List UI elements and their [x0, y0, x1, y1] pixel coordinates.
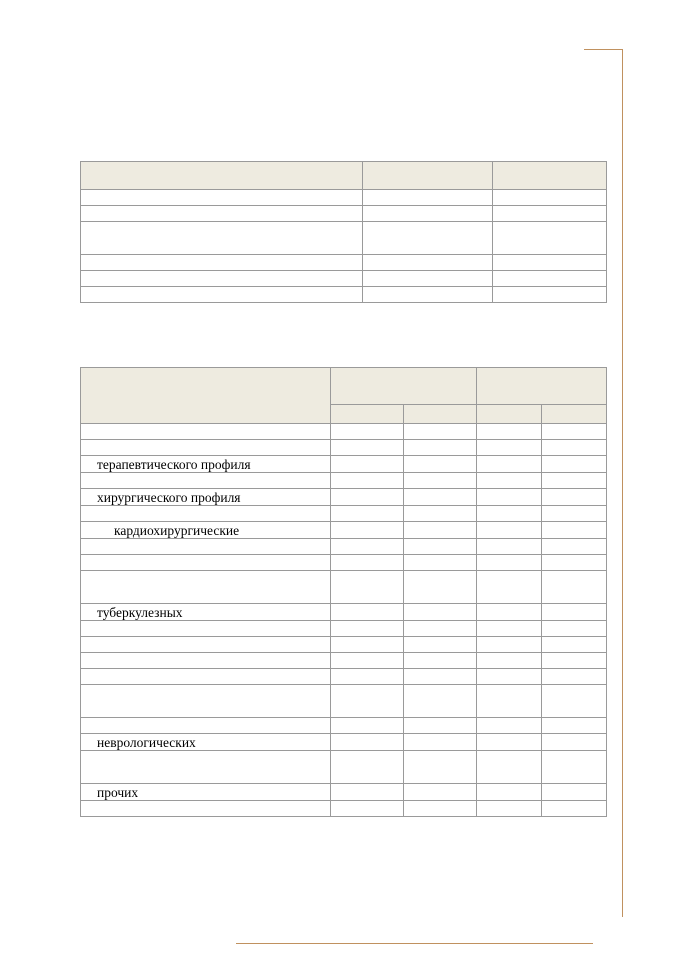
table-row	[81, 637, 607, 653]
row-label: туберкулезных	[81, 604, 331, 621]
table-cell	[331, 571, 404, 604]
table-cell	[404, 637, 477, 653]
table-cell	[542, 784, 607, 801]
table-cell	[81, 206, 363, 222]
table-cell	[363, 287, 493, 303]
table-cell	[404, 801, 477, 817]
table-cell	[542, 555, 607, 571]
table-cell	[542, 522, 607, 539]
table-cell	[404, 440, 477, 456]
table-cell	[81, 287, 363, 303]
table-cell	[477, 653, 542, 669]
table-cell	[81, 190, 363, 206]
table-cell	[404, 506, 477, 522]
table-row	[81, 271, 607, 287]
table-cell	[477, 801, 542, 817]
table-cell	[542, 801, 607, 817]
table-cell	[331, 669, 404, 685]
table-cell	[363, 255, 493, 271]
table-cell	[542, 669, 607, 685]
page-frame-right-line	[622, 49, 623, 917]
table-cell	[477, 522, 542, 539]
table-cell	[404, 621, 477, 637]
table-row	[81, 489, 607, 506]
table-cell	[404, 784, 477, 801]
table-cell	[363, 222, 493, 255]
table-cell	[542, 456, 607, 473]
summary-header-cell	[81, 162, 363, 190]
table-row	[81, 506, 607, 522]
table-cell	[404, 522, 477, 539]
table-row	[81, 522, 607, 539]
table-cell	[331, 718, 404, 734]
table-cell	[542, 571, 607, 604]
beds-profile-table	[80, 367, 607, 817]
beds-table-header-top	[81, 368, 607, 405]
table-cell	[477, 604, 542, 621]
row-label	[81, 621, 331, 637]
table-cell	[477, 685, 542, 718]
table-cell	[404, 424, 477, 440]
table-cell	[542, 489, 607, 506]
table-cell	[331, 784, 404, 801]
table-row	[81, 206, 607, 222]
beds-header-subcell	[477, 405, 542, 424]
table-cell	[81, 255, 363, 271]
table-row	[81, 555, 607, 571]
page-footer-line	[236, 943, 593, 944]
table-row	[81, 718, 607, 734]
row-label	[81, 539, 331, 555]
table-cell	[493, 255, 607, 271]
table-cell	[477, 637, 542, 653]
table-cell	[363, 190, 493, 206]
table-cell	[331, 604, 404, 621]
table-row	[81, 287, 607, 303]
row-label	[81, 506, 331, 522]
table-row	[81, 456, 607, 473]
table-cell	[542, 506, 607, 522]
table-cell	[477, 555, 542, 571]
summary-table-header	[81, 162, 607, 190]
table-cell	[477, 473, 542, 489]
summary-header-cell	[363, 162, 493, 190]
row-label	[81, 653, 331, 669]
table-cell	[331, 653, 404, 669]
row-label: прочих	[81, 784, 331, 801]
table-cell	[542, 539, 607, 555]
table-cell	[331, 801, 404, 817]
beds-header-subcell	[331, 405, 404, 424]
table-cell	[477, 440, 542, 456]
table-cell	[331, 424, 404, 440]
table-row	[81, 222, 607, 255]
summary-header-cell	[493, 162, 607, 190]
table-cell	[542, 621, 607, 637]
table-cell	[477, 506, 542, 522]
table-cell	[493, 222, 607, 255]
table-row	[81, 685, 607, 718]
table-row	[81, 669, 607, 685]
row-label	[81, 685, 331, 718]
row-label	[81, 637, 331, 653]
row-label: терапевтического профиля	[81, 456, 331, 473]
table-row	[81, 734, 607, 751]
table-cell	[331, 539, 404, 555]
table-cell	[542, 440, 607, 456]
table-cell	[493, 271, 607, 287]
row-label	[81, 571, 331, 604]
table-cell	[477, 489, 542, 506]
table-row	[81, 621, 607, 637]
table-cell	[331, 440, 404, 456]
row-label	[81, 751, 331, 784]
table-cell	[404, 751, 477, 784]
table-cell	[331, 751, 404, 784]
table-cell	[542, 718, 607, 734]
table-row	[81, 440, 607, 456]
table-cell	[404, 604, 477, 621]
table-row	[81, 751, 607, 784]
table-cell	[331, 506, 404, 522]
table-cell	[404, 685, 477, 718]
table-cell	[81, 222, 363, 255]
table-cell	[404, 473, 477, 489]
table-row	[81, 653, 607, 669]
table-cell	[542, 637, 607, 653]
table-cell	[404, 669, 477, 685]
table-cell	[404, 718, 477, 734]
table-cell	[404, 489, 477, 506]
table-row	[81, 784, 607, 801]
beds-header-label-cell	[81, 368, 331, 424]
table-cell	[404, 571, 477, 604]
table-cell	[331, 473, 404, 489]
row-label	[81, 718, 331, 734]
row-label	[81, 424, 331, 440]
table-cell	[477, 734, 542, 751]
table-cell	[331, 637, 404, 653]
table-cell	[477, 784, 542, 801]
table-cell	[477, 571, 542, 604]
table-cell	[331, 621, 404, 637]
table-cell	[477, 669, 542, 685]
row-label	[81, 669, 331, 685]
row-label: кардиохирургические	[81, 522, 331, 539]
table-cell	[493, 287, 607, 303]
table-cell	[477, 424, 542, 440]
table-cell	[542, 653, 607, 669]
beds-header-subcell	[542, 405, 607, 424]
row-label	[81, 473, 331, 489]
table-row	[81, 801, 607, 817]
table-cell	[363, 271, 493, 287]
row-label	[81, 555, 331, 571]
row-label: неврологических	[81, 734, 331, 751]
table-cell	[363, 206, 493, 222]
table-row	[81, 255, 607, 271]
page-frame-top-line	[584, 49, 623, 50]
table-cell	[331, 456, 404, 473]
beds-header-group-cell	[477, 368, 607, 405]
table-cell	[493, 190, 607, 206]
table-cell	[542, 685, 607, 718]
table-row	[81, 473, 607, 489]
table-cell	[331, 734, 404, 751]
table-row	[81, 539, 607, 555]
table-cell	[404, 539, 477, 555]
row-label	[81, 440, 331, 456]
table-cell	[493, 206, 607, 222]
table-cell	[404, 653, 477, 669]
beds-header-subcell	[404, 405, 477, 424]
beds-header-group-cell	[331, 368, 477, 405]
table-cell	[542, 751, 607, 784]
table-row	[81, 571, 607, 604]
table-cell	[542, 473, 607, 489]
table-cell	[404, 456, 477, 473]
table-cell	[331, 522, 404, 539]
table-row	[81, 424, 607, 440]
table-row	[81, 604, 607, 621]
table-cell	[477, 621, 542, 637]
table-row	[81, 190, 607, 206]
table-cell	[404, 555, 477, 571]
table-cell	[81, 271, 363, 287]
table-cell	[542, 734, 607, 751]
table-cell	[331, 685, 404, 718]
table-cell	[542, 424, 607, 440]
table-cell	[477, 539, 542, 555]
row-label: хирургического профиля	[81, 489, 331, 506]
table-cell	[331, 555, 404, 571]
table-cell	[404, 734, 477, 751]
table-cell	[331, 489, 404, 506]
table-cell	[477, 456, 542, 473]
summary-table	[80, 161, 607, 303]
table-cell	[477, 718, 542, 734]
table-cell	[477, 751, 542, 784]
table-cell	[542, 604, 607, 621]
row-label	[81, 801, 331, 817]
beds-table-body	[81, 424, 607, 817]
